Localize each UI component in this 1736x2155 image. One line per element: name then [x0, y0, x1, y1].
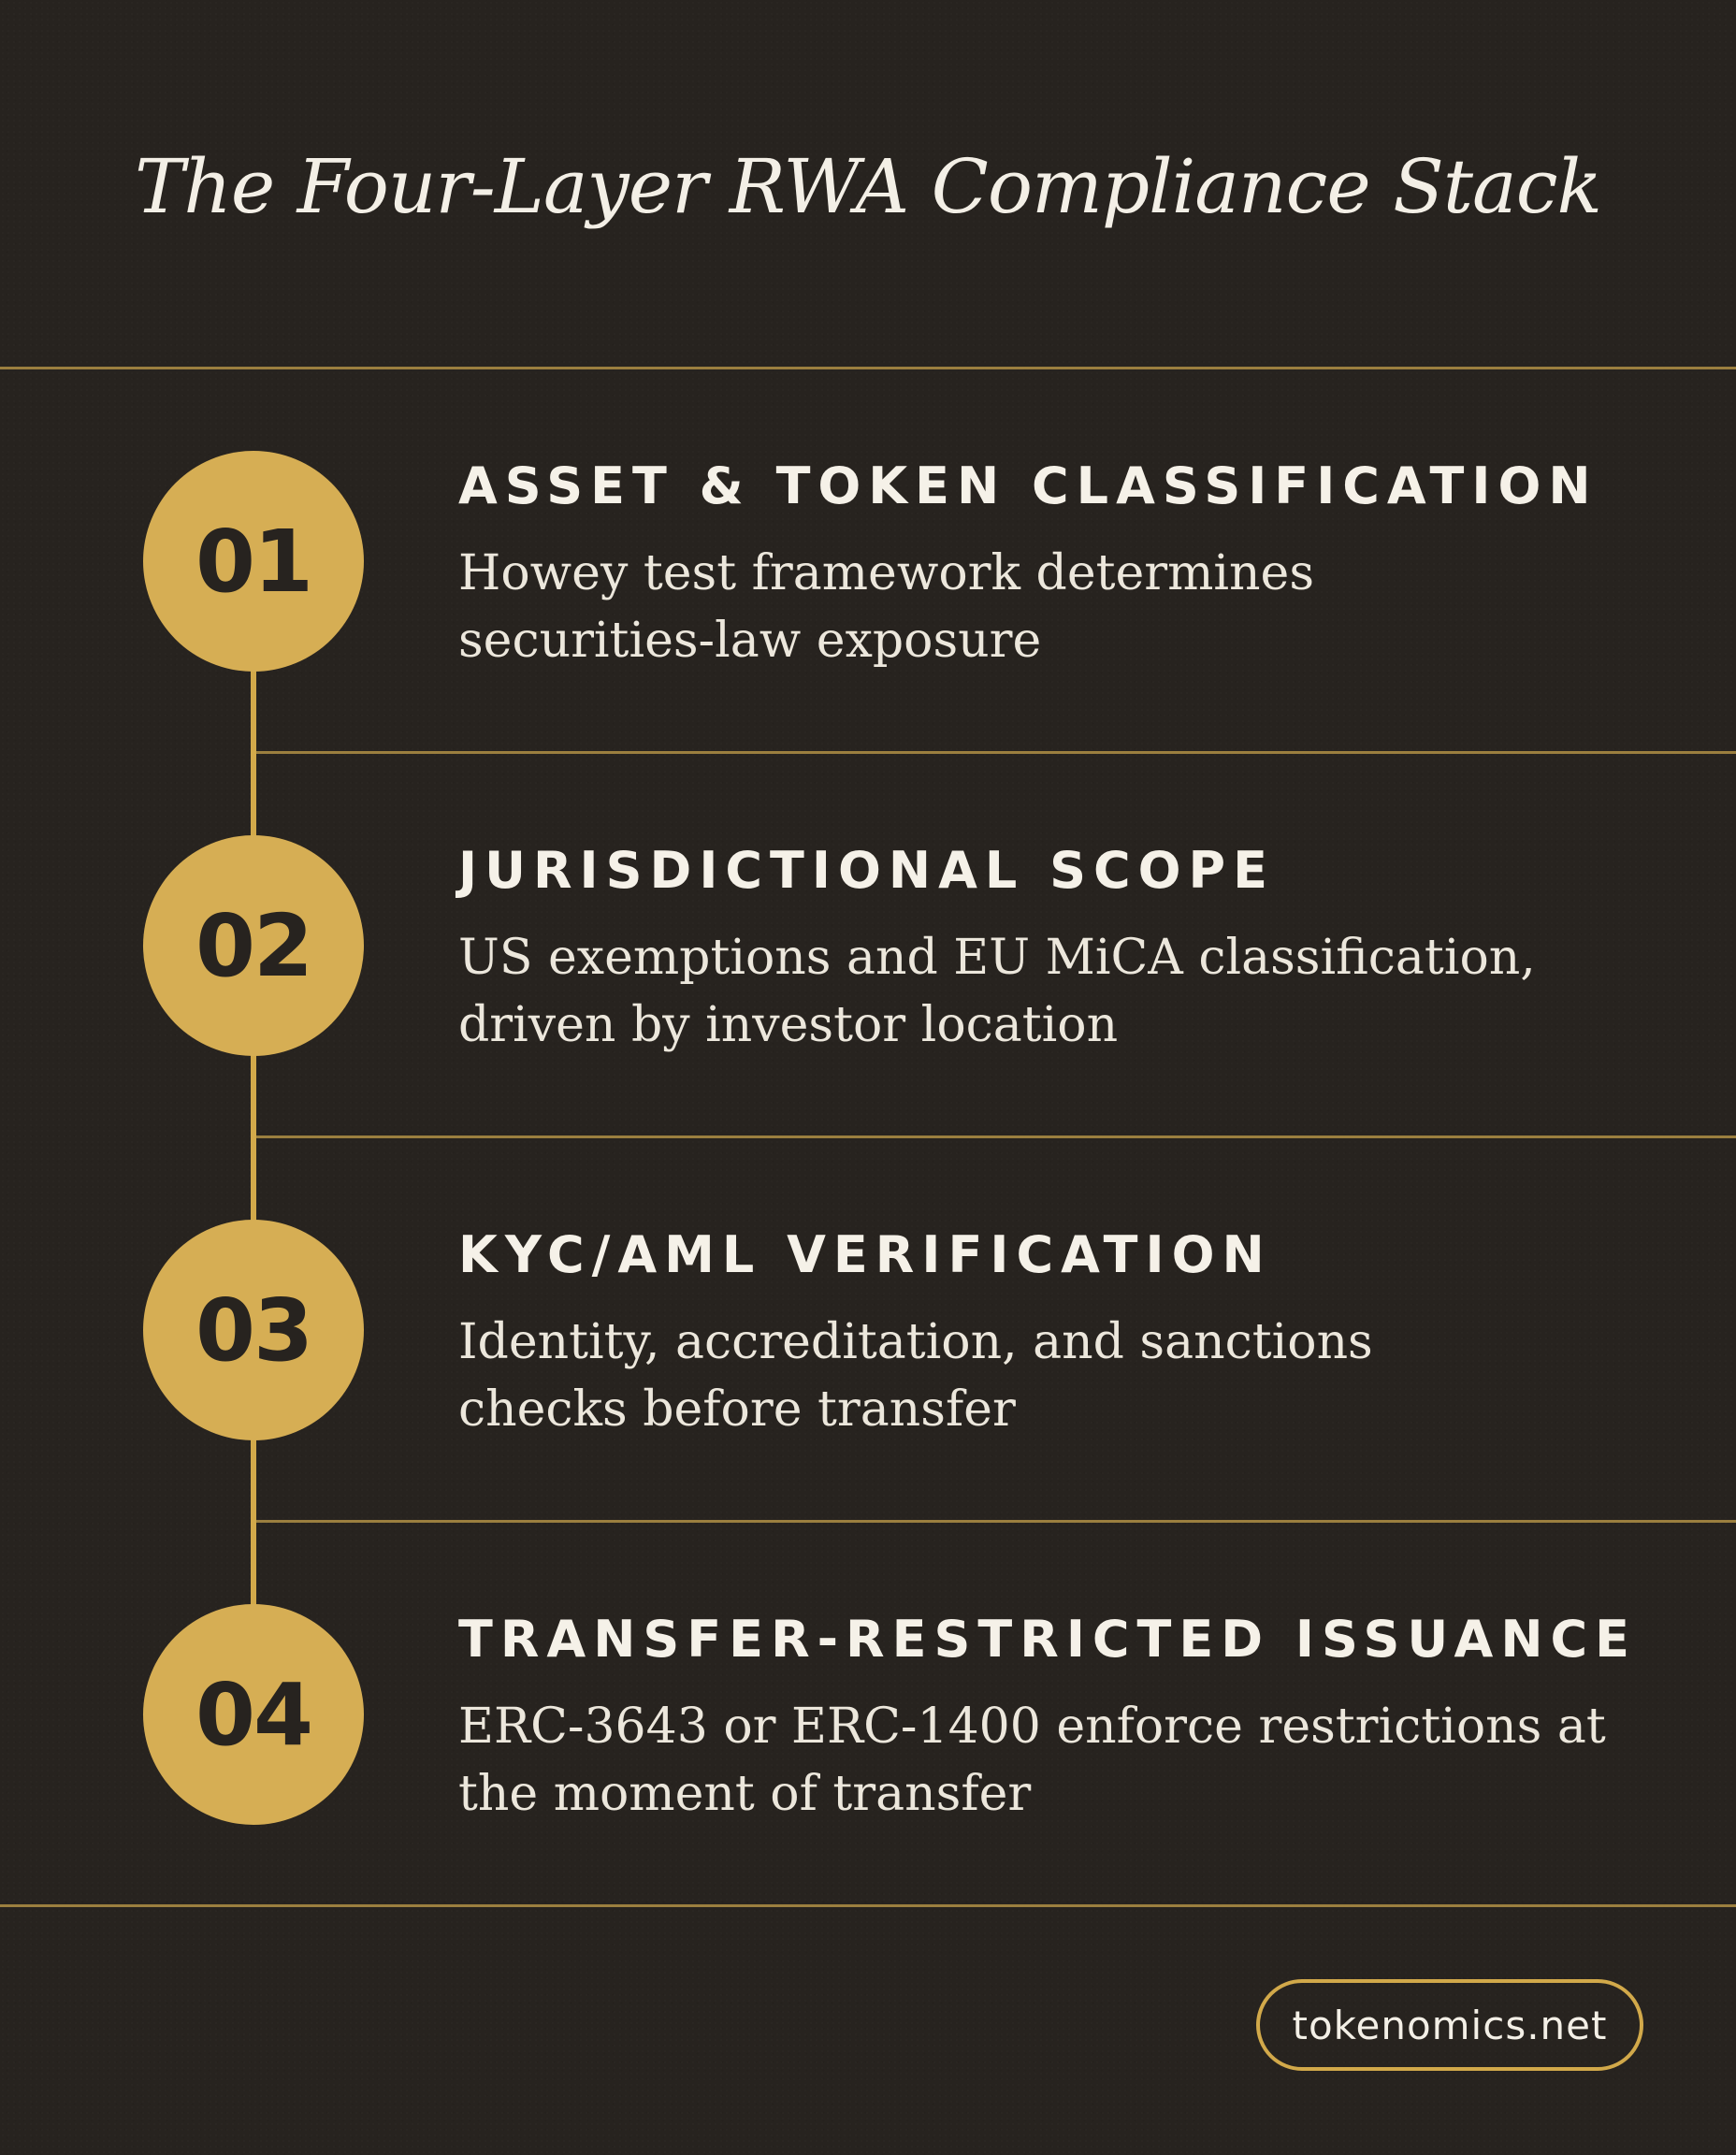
- layer-number: 02: [195, 895, 312, 996]
- layer-description: Identity, accreditation, and sanctions checks before transfer: [458, 1314, 1373, 1438]
- layer-divider-3: [253, 1520, 1736, 1523]
- layer-number-badge: [143, 1604, 364, 1825]
- layer-divider-1: [253, 751, 1736, 754]
- page-title: The Four-Layer RWA Compliance Stack: [134, 143, 1602, 230]
- timeline-connector: [251, 561, 256, 1721]
- layer-number-badge: [143, 835, 364, 1056]
- top-divider: [0, 367, 1736, 369]
- layer-heading: ASSET & TOKEN CLASSIFICATION: [458, 456, 1599, 515]
- layer-description: US exemptions and EU MiCA classification, driven by investor location: [458, 930, 1536, 1053]
- layer-description: ERC-3643 or ERC-1400 enforce restrictions at the moment of transfer: [458, 1699, 1606, 1822]
- layer-heading: TRANSFER-RESTRICTED ISSUANCE: [458, 1610, 1638, 1669]
- layer-number: 04: [195, 1664, 312, 1765]
- site-link-text[interactable]: tokenomics.net: [1292, 2002, 1608, 2048]
- layer-number-badge: [143, 451, 364, 672]
- layer-number-badge: [143, 1220, 364, 1440]
- layer-number: 01: [195, 511, 312, 612]
- layer-divider-2: [253, 1135, 1736, 1138]
- site-link-badge[interactable]: [1256, 1979, 1643, 2071]
- layer-heading: JURISDICTIONAL SCOPE: [458, 841, 1275, 900]
- bottom-divider: [0, 1904, 1736, 1907]
- layer-description: Howey test framework determines securities-law exposure: [458, 545, 1315, 669]
- layer-number: 03: [195, 1280, 312, 1381]
- layer-heading: KYC/AML VERIFICATION: [458, 1225, 1272, 1284]
